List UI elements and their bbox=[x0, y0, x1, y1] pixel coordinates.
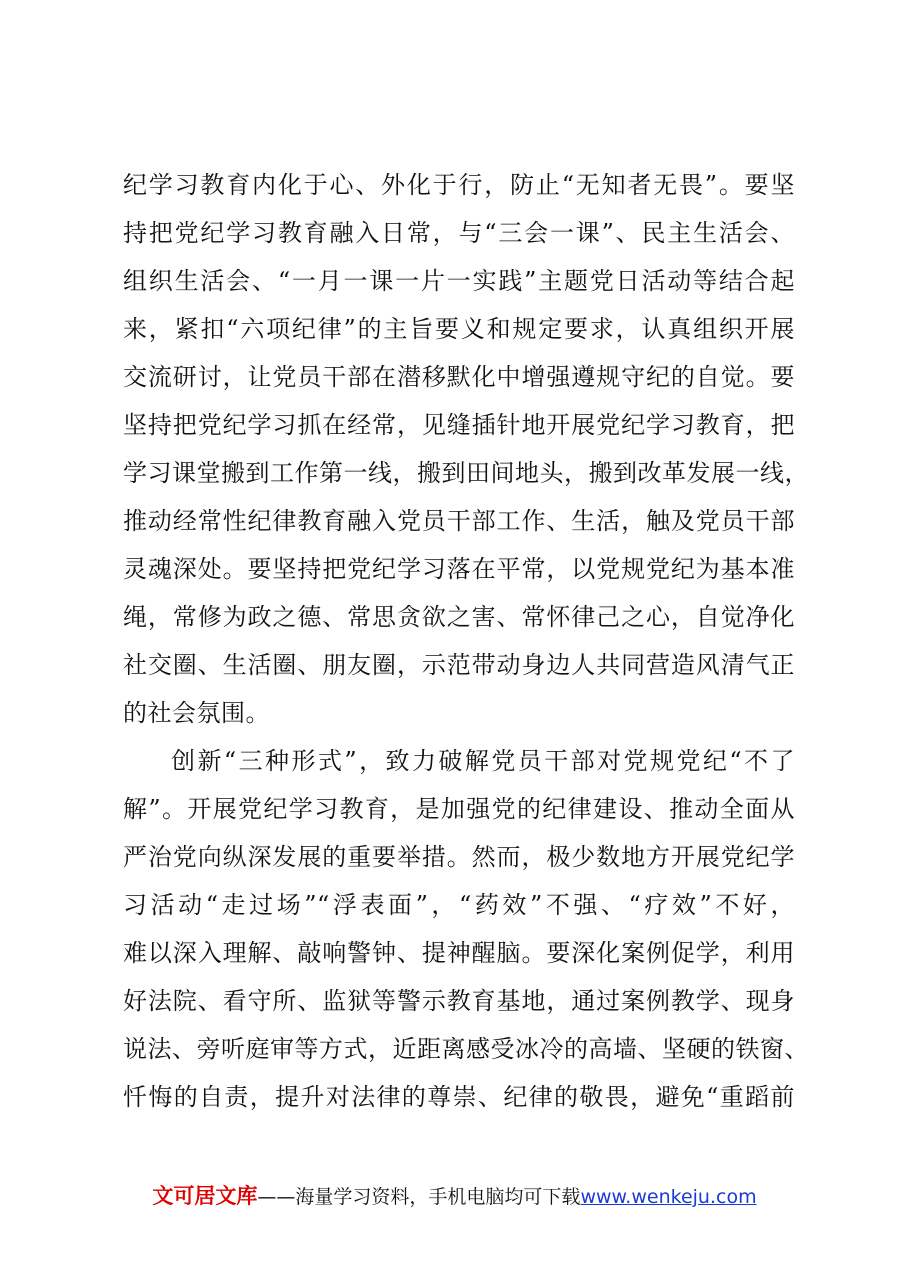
text-line: 交流研讨，让党员干部在潜移默化中增强遵规守纪的自觉。要 bbox=[123, 363, 795, 391]
text-line: 习活动“走过场”“浮表面”，“药效”不强、“疗效”不好， bbox=[123, 891, 795, 919]
text-line: 来，紧扣“六项纪律”的主旨要义和规定要求，认真组织开展 bbox=[123, 315, 795, 343]
footer-banner bbox=[0, 1180, 909, 1210]
text-line: 纪学习教育内化于心、外化于行，防止“无知者无畏”。要坚 bbox=[123, 171, 795, 199]
text-line: 灵魂深处。要坚持把党纪学习落在平常，以党规党纪为基本准 bbox=[123, 555, 795, 583]
brand-name: 文可居文库 bbox=[152, 1184, 258, 1208]
paragraph-heading-line: 创新“三种形式”，致力破解党员干部对党规党纪“不了 bbox=[171, 747, 795, 775]
text-line: 忏悔的自责，提升对法律的尊崇、纪律的敬畏，避免“重蹈前 bbox=[123, 1083, 795, 1111]
text-line: 持把党纪学习教育融入日常，与“三会一课”、民主生活会、 bbox=[123, 219, 795, 247]
text-line: 绳，常修为政之德、常思贪欲之害、常怀律己之心，自觉净化 bbox=[123, 603, 795, 631]
text-line: 说法、旁听庭审等方式，近距离感受冰冷的高墙、坚硬的铁窗、 bbox=[123, 1035, 809, 1063]
website-link[interactable]: www.wenkeju.com bbox=[580, 1186, 757, 1208]
text-line: 解”。开展党纪学习教育，是加强党的纪律建设、推动全面从 bbox=[123, 795, 795, 823]
text-line: 的社会氛围。 bbox=[123, 699, 270, 727]
text-line: 难以深入理解、敲响警钟、提神醒脑。要深化案例促学，利用 bbox=[123, 939, 795, 967]
document-body bbox=[123, 161, 809, 1121]
text-line: 社交圈、生活圈、朋友圈，示范带动身边人共同营造风清气正 bbox=[123, 651, 795, 679]
text-line: 组织生活会、“一月一课一片一实践”主题党日活动等结合起 bbox=[123, 267, 795, 295]
text-line: 好法院、看守所、监狱等警示教育基地，通过案例教学、现身 bbox=[123, 987, 795, 1015]
text-line: 推动经常性纪律教育融入党员干部工作、生活，触及党员干部 bbox=[123, 507, 795, 535]
footer-tagline: ——海量学习资料，手机电脑均可下载 bbox=[257, 1186, 581, 1208]
text-line: 学习课堂搬到工作第一线，搬到田间地头，搬到改革发展一线， bbox=[123, 459, 809, 487]
text-line: 坚持把党纪学习抓在经常，见缝插针地开展党纪学习教育，把 bbox=[123, 411, 795, 439]
text-line: 严治党向纵深发展的重要举措。然而，极少数地方开展党纪学 bbox=[123, 843, 795, 871]
